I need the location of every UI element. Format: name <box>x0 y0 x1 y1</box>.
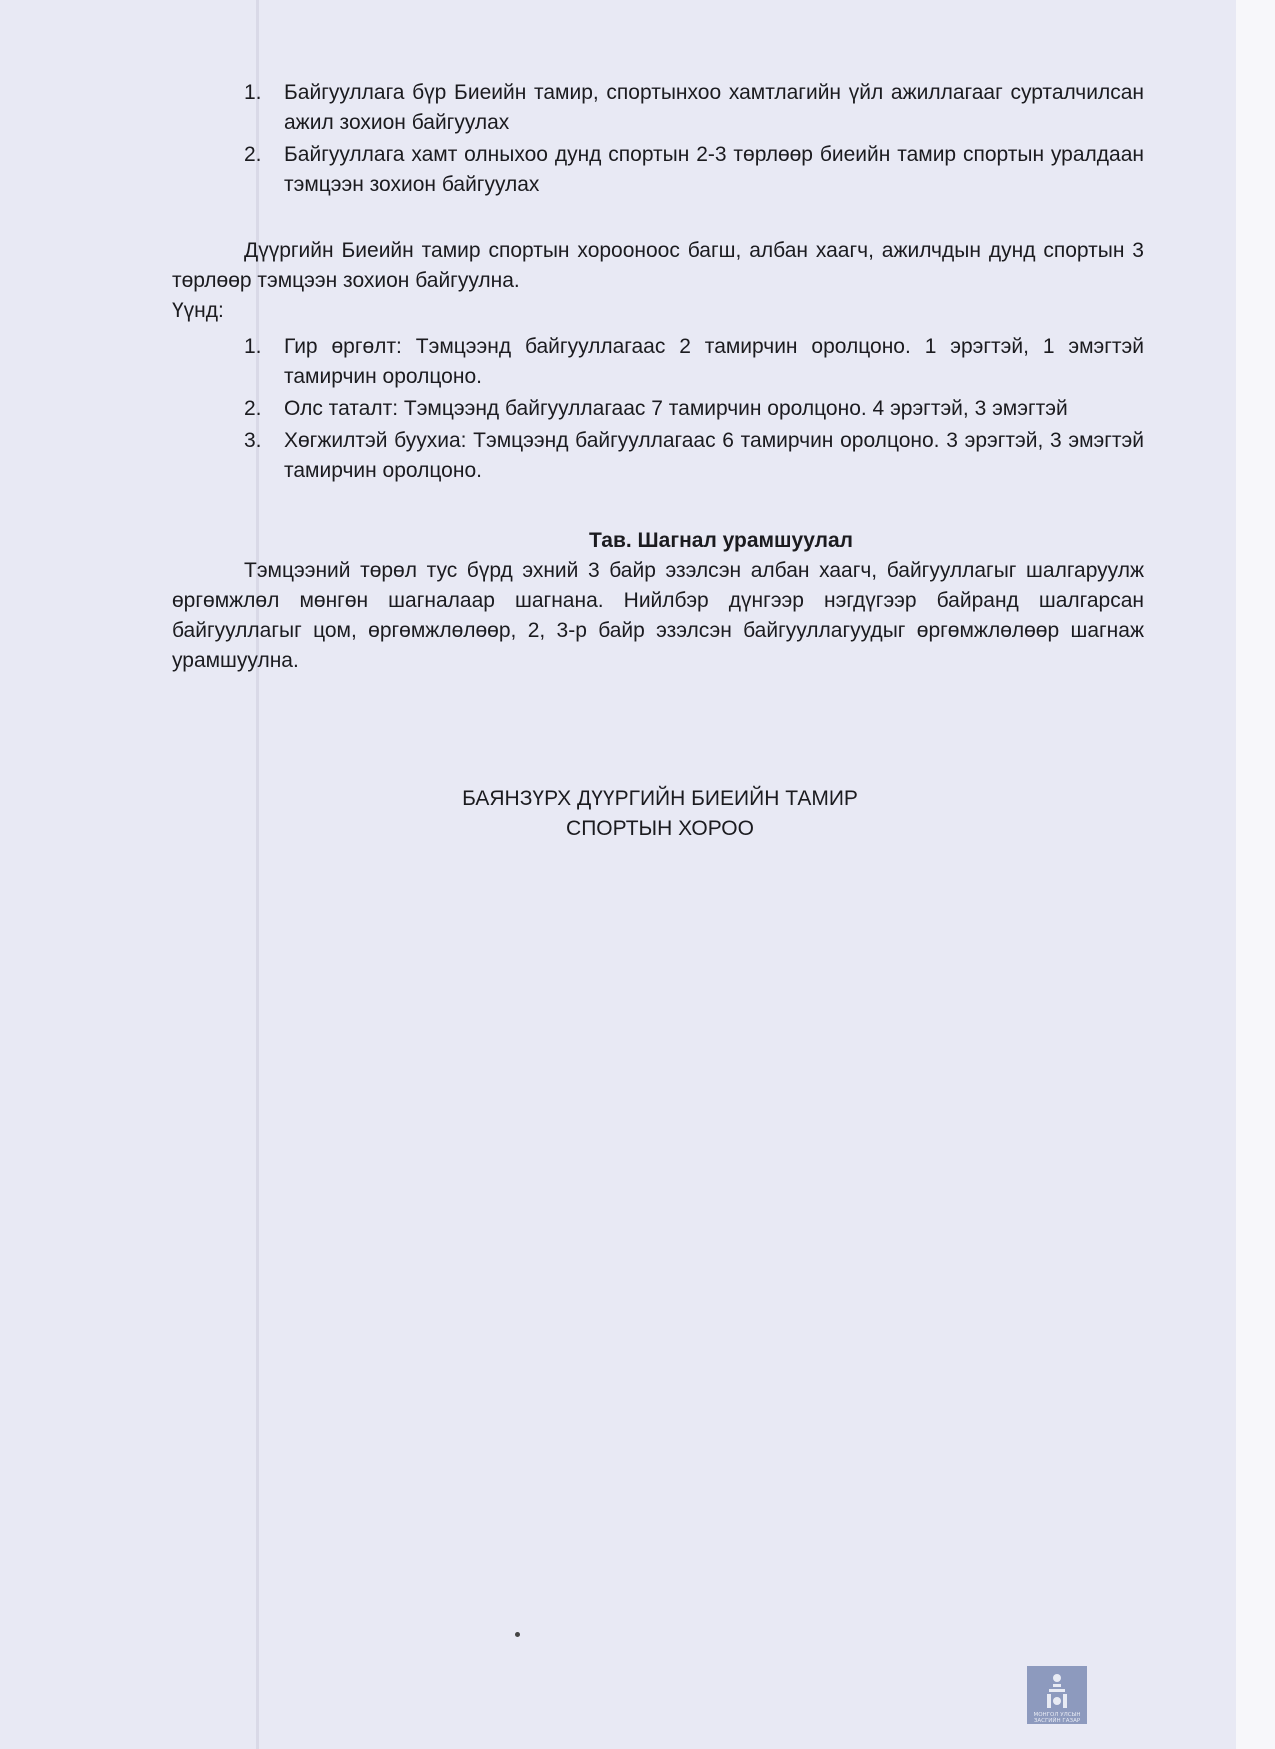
seal-caption-line-2: ЗАСГИЙН ГАЗАР <box>1033 1718 1081 1724</box>
signature-block <box>420 784 900 844</box>
list-item-number: 3. <box>244 429 262 452</box>
stray-mark <box>515 1632 520 1637</box>
paragraph-competition: Дүүргийн Биеийн тамир спортын хорооноос багш, албан хаагч, ажилчдын дунд спортын 3 төрлөөр тэмцээн зохион байгуулна. <box>172 239 1144 292</box>
list-item-text: Хөгжилтэй буухиа: Тэмцээнд байгууллагаас 6 тамирчин оролцоно. 3 эрэгтэй, 3 эмэгтэй тамирчин оролцоно. <box>284 429 1144 482</box>
list-item-text: Гир өргөлт: Тэмцээнд байгууллагаас 2 тамирчин оролцоно. 1 эрэгтэй, 1 эмэгтэй тамирчин оролцоно. <box>284 335 1144 388</box>
signature-line-1: БАЯНЗҮРХ ДҮҮРГИЙН БИЕИЙН ТАМИР <box>462 787 858 810</box>
list-item <box>172 426 1144 486</box>
list-item-number: 2. <box>244 397 262 420</box>
list-item-number: 1. <box>244 81 262 104</box>
list-top <box>172 78 1144 200</box>
list-item-number: 1. <box>244 335 262 358</box>
document-body <box>172 78 1144 676</box>
list-item-text: Олс таталт: Тэмцээнд байгууллагаас 7 тамирчин оролцоно. 4 эрэгтэй, 3 эмэгтэй <box>284 397 1068 420</box>
list-item-text: Байгууллага бүр Биеийн тамир, спортынхоо хамтлагийн үйл ажиллагааг сурталчилсан ажил зохион байгуулах <box>284 81 1144 134</box>
list-item <box>172 140 1144 200</box>
label-uund: Үүнд: <box>172 299 224 322</box>
signature-line-2: СПОРТЫН ХОРОО <box>566 817 754 840</box>
list-item <box>172 332 1144 392</box>
list-item <box>172 394 1144 424</box>
section-heading: Тав. Шагнал урамшуулал <box>588 529 854 552</box>
list-item <box>172 78 1144 138</box>
government-seal-icon <box>1027 1666 1087 1724</box>
seal-caption-line-1: МОНГОЛ УЛСЫН <box>1033 1712 1081 1718</box>
list-item-number: 2. <box>244 143 262 166</box>
list-item-text: Байгууллага хамт олныхоо дунд спортын 2-3 төрлөөр биеийн тамир спортын уралдаан тэмцээн зохион байгуулах <box>284 143 1144 196</box>
page-edge <box>1236 0 1275 1749</box>
list-events <box>172 332 1144 486</box>
paragraph-awards: Тэмцээний төрөл тус бүрд эхний 3 байр эзэлсэн албан хаагч, байгууллагыг шалгаруулж өргөмжлөл мөнгөн шагналаар шагнана. Нийлбэр дүнгээр нэгдүгээр байранд шалгарсан байгууллагыг цом, өргөмжлөлөөр, 2, 3-р байр эзэлсэн байгууллагуудыг өргөмжлөлөөр шагнаж урамшуулна. <box>172 559 1144 672</box>
